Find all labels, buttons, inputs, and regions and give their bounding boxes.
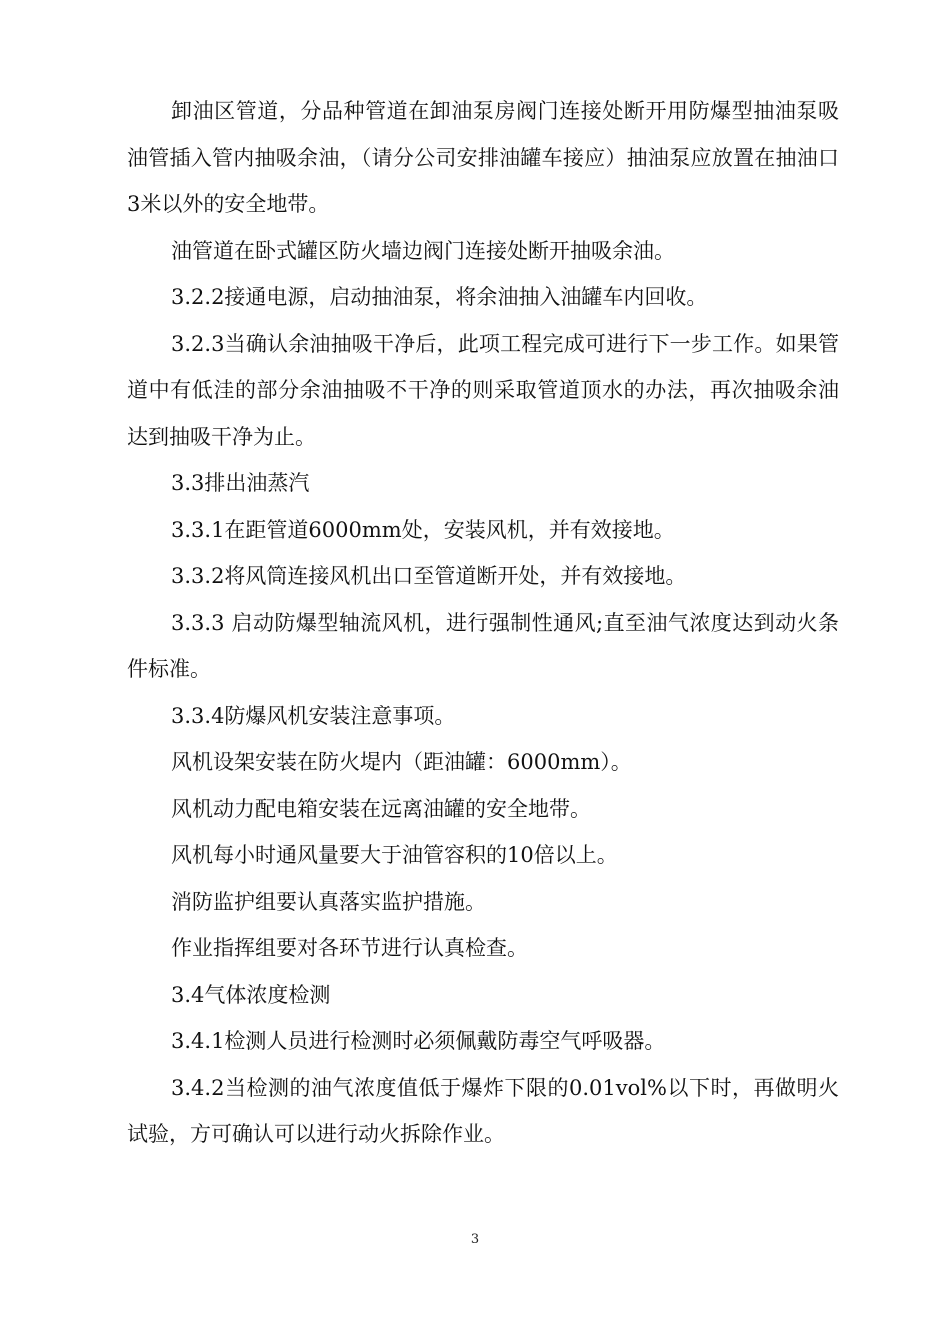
paragraph: 作业指挥组要对各环节进行认真检查。 bbox=[171, 936, 528, 960]
paragraph: 3.3.1在距管道6000mm处，安装风机，并有效接地。 bbox=[171, 517, 675, 542]
paragraph: 风机动力配电箱安装在远离油罐的安全地带。 bbox=[171, 796, 591, 821]
section-heading: 3.4气体浓度检测 bbox=[171, 982, 331, 1007]
paragraph: 3.2.3当确认余油抽吸干净后，此项工程完成可进行下一步工作。如果管道中有低洼的部分余油抽吸不干净的则采取管道顶水的办法，再次抽吸余油达到抽吸干净为止。 bbox=[127, 331, 839, 449]
document-body bbox=[127, 88, 839, 1158]
page-number: 3 bbox=[470, 1232, 480, 1247]
paragraph: 风机设架安装在防火堤内（距油罐：6000mm）。 bbox=[171, 750, 632, 774]
paragraph: 卸油区管道，分品种管道在卸油泵房阀门连接处断开用防爆型抽油泵吸油管插入管内抽吸余油，（请分公司安排油罐车接应）抽油泵应放置在抽油口3米以外的安全地带。 bbox=[127, 99, 839, 216]
paragraph: 3.4.2当检测的油气浓度值低于爆炸下限的0.01vol%以下时，再做明火试验，方可确认可以进行动火拆除作业。 bbox=[127, 1075, 839, 1146]
paragraph: 风机每小时通风量要大于油管容积的10倍以上。 bbox=[171, 843, 618, 867]
paragraph: 3.4.1检测人员进行检测时必须佩戴防毒空气呼吸器。 bbox=[171, 1029, 666, 1053]
section-heading: 3.3排出油蒸汽 bbox=[171, 471, 310, 495]
paragraph: 3.2.2接通电源，启动抽油泵，将余油抽入油罐车内回收。 bbox=[171, 285, 708, 309]
paragraph: 3.3.3 启动防爆型轴流风机，进行强制性通风;直至油气浓度达到动火条件标准。 bbox=[127, 610, 839, 681]
paragraph: 3.3.4防爆风机安装注意事项。 bbox=[171, 703, 456, 728]
paragraph: 消防监护组要认真落实监护措施。 bbox=[171, 889, 486, 914]
paragraph: 3.3.2将风筒连接风机出口至管道断开处，并有效接地。 bbox=[171, 564, 687, 588]
paragraph: 油管道在卧式罐区防火墙边阀门连接处断开抽吸余油。 bbox=[171, 238, 675, 263]
